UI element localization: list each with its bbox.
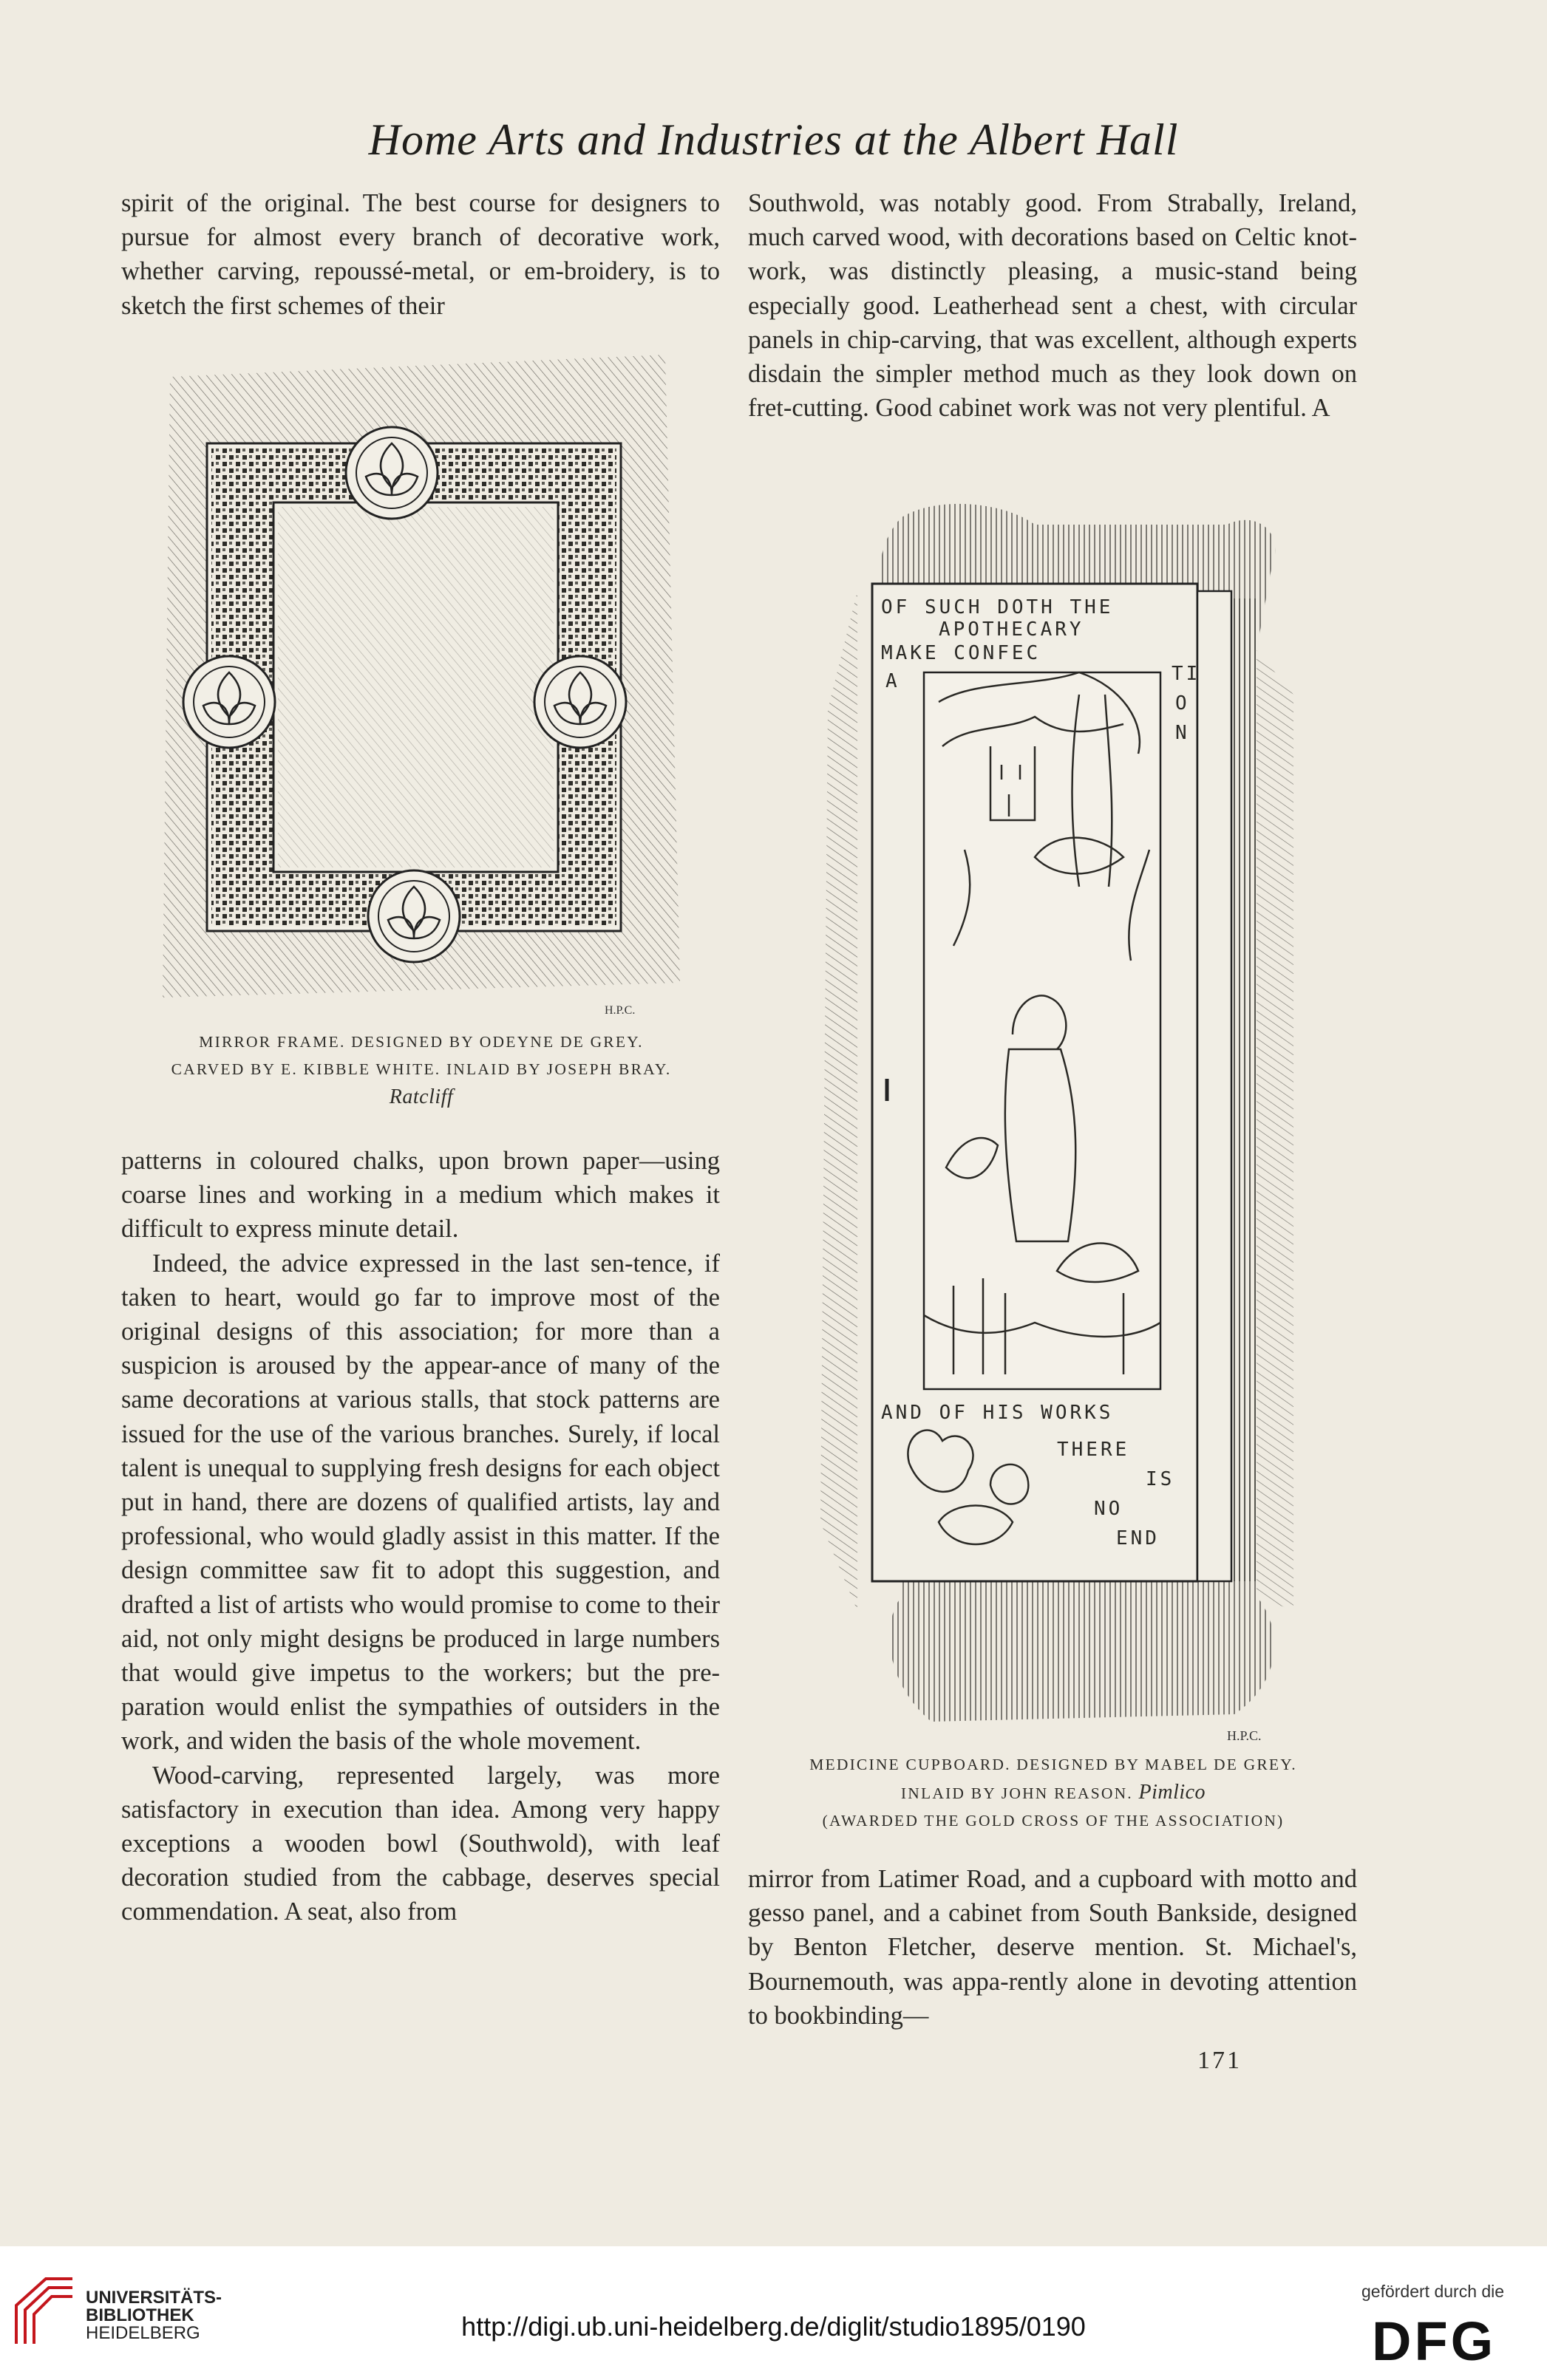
inscription-letter: N xyxy=(1175,722,1190,744)
rosette-bottom xyxy=(368,870,460,962)
paragraph: Indeed, the advice expressed in the last sen-tence, if taken to heart, would go far to improve most of the original designs of this association; for more than a suspicion is aroused by the appear-ance of many of the same decorations at various stalls, that stock patterns are issued for the use of the various branches. Surely, if local talent is unequal to supplying fresh designs for each object put in hand, there are dozens of qualified artists, lay and professional, who would gladly assist in this matter. If the design committee saw fit to adopt this suggestion, and drafted a list of artists who would promise to come to their aid, not only might designs be produced in large numbers that would give impetus to the workers; but the pre-paration would enlist the sympathies of outsiders in the work, and widen the basis of the whole movement. xyxy=(121,1249,720,1756)
paragraph: Wood-carving, represented largely, was more satisfactory in execution than idea. Among very happy exceptions a wooden bowl (Southwold), with leaf decoration studied from the cabbage, deserves special commendation. A seat, also from xyxy=(121,1761,720,1926)
inscription-line: END xyxy=(1116,1527,1160,1549)
inscription-line: THERE xyxy=(1057,1439,1130,1461)
figure2-caption xyxy=(739,1751,1367,1835)
caption-text: INLAID BY JOHN REASON. xyxy=(900,1784,1133,1802)
caption-place: Pimlico xyxy=(1138,1781,1206,1804)
right-column-bottom xyxy=(748,1862,1357,2033)
figure2-monogram: H.P.C. xyxy=(1227,1728,1262,1743)
dfg-logo: DFG xyxy=(1372,2311,1497,2372)
inscription-letter: TI xyxy=(1172,663,1201,685)
left-column-bottom xyxy=(121,1144,720,1929)
rosette-left xyxy=(183,656,275,748)
caption-line: CARVED BY E. KIBBLE WHITE. INLAID BY JOSEPH BRAY. xyxy=(171,1060,672,1078)
page-number: 171 xyxy=(1197,2047,1242,2074)
source-url-link[interactable]: http://digi.ub.uni-heidelberg.de/diglit/studio1895/0190 xyxy=(461,2311,1086,2342)
right-column-top xyxy=(748,186,1357,425)
left-column-top xyxy=(121,186,720,323)
inscription-line: APOTHECARY xyxy=(939,618,1084,641)
inscription-line: AND OF HIS WORKS xyxy=(881,1402,1114,1424)
paragraph: Southwold, was notably good. From Strabally, Ireland, much carved wood, with decorations based on Celtic knot-work, was distinctly pleasing, a music-stand being especially good. Leatherhead sent a chest, with circular panels in chip-carving, that was excellent, although experts disdain the simpler method much as they look down on fret-cutting. Good cabinet work was not very plentiful. A xyxy=(748,189,1357,423)
figure1-monogram: H.P.C. xyxy=(605,1004,636,1017)
library-name-line: BIBLIOTHEK xyxy=(86,2305,194,2325)
paragraph: patterns in coloured chalks, upon brown paper—using coarse lines and working in a medium which makes it difficult to express minute detail. xyxy=(121,1147,720,1244)
inscription-line: IS xyxy=(1146,1468,1175,1490)
mirror-frame-illustration xyxy=(148,347,695,1027)
rosette-right xyxy=(534,656,626,748)
rosette-top xyxy=(346,427,438,519)
medicine-cupboard-illustration xyxy=(813,502,1301,1744)
running-head: Home Arts and Industries at the Albert Hall xyxy=(368,115,1179,164)
caption-line: (AWARDED THE GOLD CROSS OF THE ASSOCIATION) xyxy=(822,1812,1285,1830)
funded-by-label: gefördert durch die xyxy=(1361,2282,1505,2301)
caption-line xyxy=(739,1779,1367,1807)
paragraph: spirit of the original. The best course for designers to pursue for almost every branch of decorative work, whether carving, repoussé-metal, or em-broidery, is to sketch the first schemes of their xyxy=(121,189,720,320)
library-name-line: HEIDELBERG xyxy=(86,2323,200,2343)
digitization-footer xyxy=(0,2246,1547,2380)
paragraph: mirror from Latimer Road, and a cupboard with motto and gesso panel, and a cabinet from South Bankside, designed by Benton Fletcher, deserve mention. St. Michael's, Bournemouth, was appa-rently alone in devoting attention to bookbinding— xyxy=(748,1865,1357,2030)
inscription-line: MAKE CONFEC xyxy=(881,642,1041,664)
caption-place: Ratcliff xyxy=(389,1085,454,1108)
caption-line: MEDICINE CUPBOARD. DESIGNED BY MABEL DE GREY. xyxy=(809,1756,1297,1773)
inscription-letter: O xyxy=(1175,692,1190,715)
figure1-caption xyxy=(111,1029,732,1111)
caption-line: MIRROR FRAME. DESIGNED BY ODEYNE DE GREY. xyxy=(199,1033,644,1051)
inscription-line: NO xyxy=(1094,1498,1123,1520)
library-name-line: UNIVERSITÄTS- xyxy=(86,2288,222,2308)
inscription-line: OF SUCH DOTH THE xyxy=(881,596,1114,618)
inscription-letter: A xyxy=(885,670,900,692)
